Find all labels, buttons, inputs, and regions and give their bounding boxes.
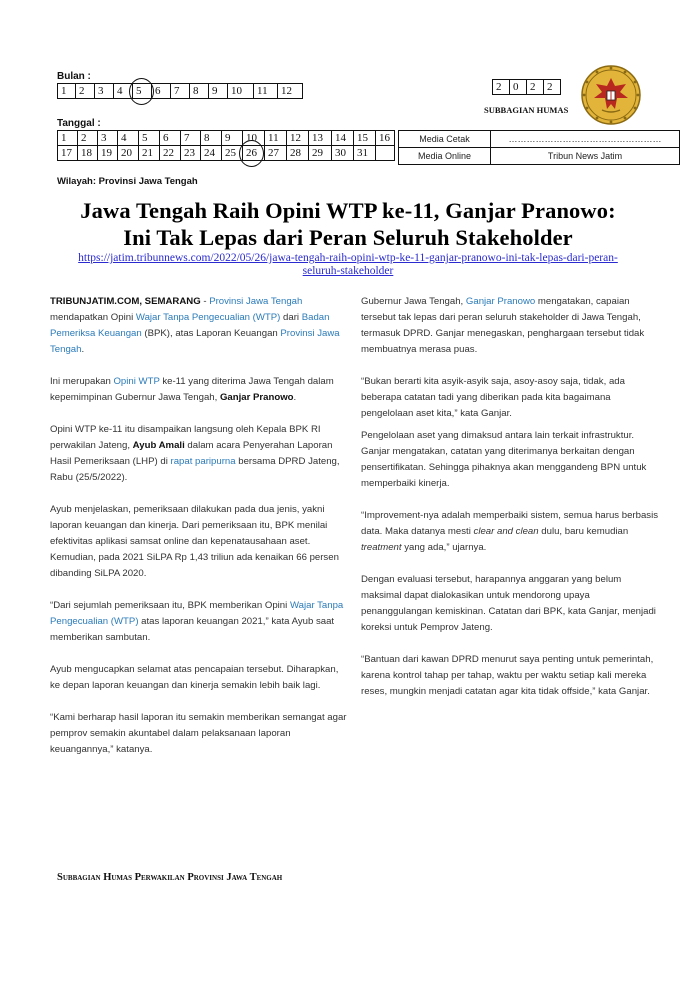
media-online-value: Tribun News Jatim	[491, 148, 680, 165]
paragraph: Pengelolaan aset yang dimaksud antara lain terkait infrastruktur. Ganjar mengatakan, catatan yang diterimanya berkaitan dengan pensertifikatan. Sehingga pihaknya akan menggandeng BPN untuk memperbaiki kinerja.	[361, 430, 647, 489]
tanggal-cell: 22	[160, 146, 181, 161]
paragraph	[50, 374, 350, 406]
tanggal-cell: 14	[332, 131, 354, 146]
text: bersama DPRD Jateng, Rabu (25/5/2022).	[50, 456, 340, 483]
link-rapat-paripurna[interactable]: rapat paripurna	[170, 456, 236, 467]
tanggal-cell: 17	[58, 146, 78, 161]
paragraph: “Kami berharap hasil laporan itu semakin memberikan semangat agar pemprov semakin akuntabel dalam pelaksanaan laporan keuangannya,” katanya.	[50, 712, 347, 755]
wilayah-label: Wilayah: Provinsi Jawa Tengah	[57, 176, 198, 187]
text: .	[81, 344, 85, 355]
tanggal-cell: 13	[309, 131, 332, 146]
tanggal-cell: 11	[265, 131, 287, 146]
bulan-cell: 1	[58, 84, 76, 99]
tanggal-cell: 31	[354, 146, 376, 161]
tanggal-cell: 12	[287, 131, 309, 146]
bulan-cell: 2	[76, 84, 95, 99]
garuda-emblem-icon	[580, 64, 642, 126]
paragraph	[361, 508, 661, 556]
paragraph: “Bantuan dari kawan DPRD menurut saya penting untuk pemerintah, karena kontrol tahap per tahap, waktu per waktu setiap kali mereka reses, mungkin menjadi catatan agar kita tidak offside,” kata Ganjar.	[361, 654, 654, 697]
url-line-2[interactable]: seluruh-stakeholder	[302, 265, 394, 277]
year-digit: 2	[527, 80, 544, 95]
paragraph: “Bukan berarti kita asyik-asyik saja, asoy-asoy saja, tidak, ada beberapa catatan tadi yang diberikan pada kita bagaimana pengelolaan aset kita,” kata Ganjar.	[361, 376, 625, 419]
tanggal-cell: 5	[139, 131, 160, 146]
article-title	[30, 197, 666, 251]
text: ke-11 yang diterima Jawa Tengah dalam kepemimpinan Gubernur Jawa Tengah,	[50, 376, 334, 403]
text: mengatakan, capaian tersebut tak lepas dari peran seluruh stakeholder di Jawa Tengah, termasuk DPRD. Ganjar menegaskan, penghargaan tersebut tidak membuatnya merasa puas.	[361, 296, 645, 355]
paragraph: Ayub mengucapkan selamat atas pencapaian tersebut. Diharapkan, ke depan laporan keuangan dan kinerja semakin lebih baik lagi.	[50, 664, 339, 691]
text: “Dari sejumlah pemeriksaan itu, BPK memberikan Opini	[50, 600, 290, 611]
bulan-cell: 11	[254, 84, 278, 99]
bulan-cell: 9	[209, 84, 228, 99]
tanggal-cell-selected: 26	[243, 146, 265, 161]
year-digit: 2	[493, 80, 510, 95]
year-box	[492, 79, 561, 95]
text: -	[200, 296, 210, 307]
media-cetak-value: ……………………………………………	[491, 131, 680, 148]
bulan-grid	[57, 83, 303, 99]
url-line-1[interactable]: https://jatim.tribunnews.com/2022/05/26/jawa-tengah-raih-opini-wtp-ke-11-ganjar-pranowo-ini-tak-lepas-dari-peran-	[78, 252, 618, 264]
tanggal-cell: 10	[243, 131, 265, 146]
tanggal-grid	[57, 130, 395, 161]
tanggal-cell: 20	[118, 146, 139, 161]
tanggal-cell: 2	[78, 131, 98, 146]
article-left-column	[50, 294, 350, 774]
name-ayub: Ayub Amali	[132, 440, 185, 451]
paragraph	[50, 422, 350, 486]
tanggal-label: Tanggal :	[57, 118, 101, 129]
text: yang ada,” ujarnya.	[401, 542, 487, 553]
tanggal-cell: 4	[118, 131, 139, 146]
tanggal-cell: 21	[139, 146, 160, 161]
footer-org: Subbagian Humas Perwakilan Provinsi Jawa Tengah	[57, 872, 283, 883]
dateline: TRIBUNJATIM.COM, SEMARANG	[50, 296, 201, 307]
title-line-1: Jawa Tengah Raih Opini WTP ke-11, Ganjar Pranowo:	[80, 198, 616, 223]
paragraph: Dengan evaluasi tersebut, harapannya anggaran yang belum maksimal dapat dialokasikan untuk mendorong upaya penanggulangan kemiskinan. Catatan dari BPK, kata Ganjar, menjadi koreksi untuk Pemprov Jateng.	[361, 574, 656, 633]
tanggal-cell: 30	[332, 146, 354, 161]
title-line-2: Ini Tak Lepas dari Peran Seluruh Stakeholder	[123, 225, 573, 250]
media-table	[398, 130, 680, 165]
link-ganjar-pranowo[interactable]: Ganjar Pranowo	[465, 296, 536, 307]
text: atas laporan keuangan 2021,” kata Ayub saat memberikan sambutan.	[50, 616, 335, 643]
bulan-cell: 7	[171, 84, 190, 99]
emphasis: treatment	[361, 542, 402, 553]
tanggal-cell: 28	[287, 146, 309, 161]
media-cetak-label: Media Cetak	[399, 131, 491, 148]
bulan-cell: 3	[95, 84, 114, 99]
tanggal-cell: 8	[201, 131, 222, 146]
paragraph	[50, 294, 350, 358]
tanggal-cell: 7	[181, 131, 201, 146]
text: dari	[280, 312, 302, 323]
paragraph: Ayub menjelaskan, pemeriksaan dilakukan pada dua jenis, yakni laporan keuangan dan kinerja. Dari pemeriksaan itu, BPK menilai efektivitas aplikasi samsat online dan kepenatausahaan aset. Kemudian, pada 2021 SiLPA Rp 1,43 triliun ada kenaikan 66 persen dibanding SiLPA 2020.	[50, 504, 339, 579]
text: dalam acara Penyerahan Laporan Hasil Pemeriksaan (LHP) di	[50, 440, 333, 467]
text: dulu, baru kemudian	[538, 526, 629, 537]
tanggal-cell: 19	[98, 146, 118, 161]
link-bpk[interactable]: Badan Pemeriksa Keuangan	[50, 312, 330, 339]
text: Ini merupakan	[50, 376, 114, 387]
link-provinsi-jawa-tengah[interactable]: Provinsi Jawa Tengah	[209, 296, 303, 307]
tanggal-cell: 18	[78, 146, 98, 161]
tanggal-cell: 24	[201, 146, 222, 161]
year-digit: 2	[544, 80, 561, 95]
bulan-cell: 6	[152, 84, 171, 99]
tanggal-cell: 25	[222, 146, 243, 161]
text: “Improvement-nya adalah memperbaiki sistem, semua harus berbasis data. Maka datanya mesti	[361, 510, 658, 537]
paragraph	[361, 294, 661, 358]
link-provinsi-jawa-tengah[interactable]: Provinsi Jawa Tengah	[50, 328, 340, 355]
bulan-cell: 12	[278, 84, 303, 99]
bulan-label: Bulan :	[57, 71, 91, 82]
link-wtp[interactable]: Wajar Tanpa Pengecualian (WTP)	[50, 600, 344, 627]
text: Opini WTP ke-11 itu disampaikan langsung oleh Kepala BPK RI perwakilan Jateng,	[50, 424, 321, 451]
tanggal-cell: 6	[160, 131, 181, 146]
org-label: SUBBAGIAN HUMAS	[484, 105, 569, 115]
bulan-cell: 8	[190, 84, 209, 99]
paragraph	[50, 598, 350, 646]
bulan-cell: 4	[114, 84, 133, 99]
text: (BPK), atas Laporan Keuangan	[141, 328, 281, 339]
link-wtp[interactable]: Wajar Tanpa Pengecualian (WTP)	[135, 312, 281, 323]
tanggal-cell: 3	[98, 131, 118, 146]
article-right-column	[361, 294, 661, 716]
article-url[interactable]	[30, 252, 666, 278]
tanggal-cell: 1	[58, 131, 78, 146]
tanggal-cell: 9	[222, 131, 243, 146]
year-digit: 0	[510, 80, 527, 95]
emphasis: clear and clean	[473, 526, 539, 537]
tanggal-cell: 16	[376, 131, 395, 146]
link-opini-wtp[interactable]: Opini WTP	[113, 376, 160, 387]
text: mendapatkan Opini	[50, 312, 136, 323]
tanggal-cell: 27	[265, 146, 287, 161]
tanggal-cell: 29	[309, 146, 332, 161]
text: .	[293, 392, 297, 403]
tanggal-cell	[376, 146, 395, 161]
tanggal-cell: 15	[354, 131, 376, 146]
tanggal-cell: 23	[181, 146, 201, 161]
text: Gubernur Jawa Tengah,	[361, 296, 466, 307]
bulan-cell: 10	[228, 84, 254, 99]
name-ganjar: Ganjar Pranowo	[219, 392, 294, 403]
media-online-label: Media Online	[399, 148, 491, 165]
bulan-cell-selected: 5	[133, 84, 152, 99]
